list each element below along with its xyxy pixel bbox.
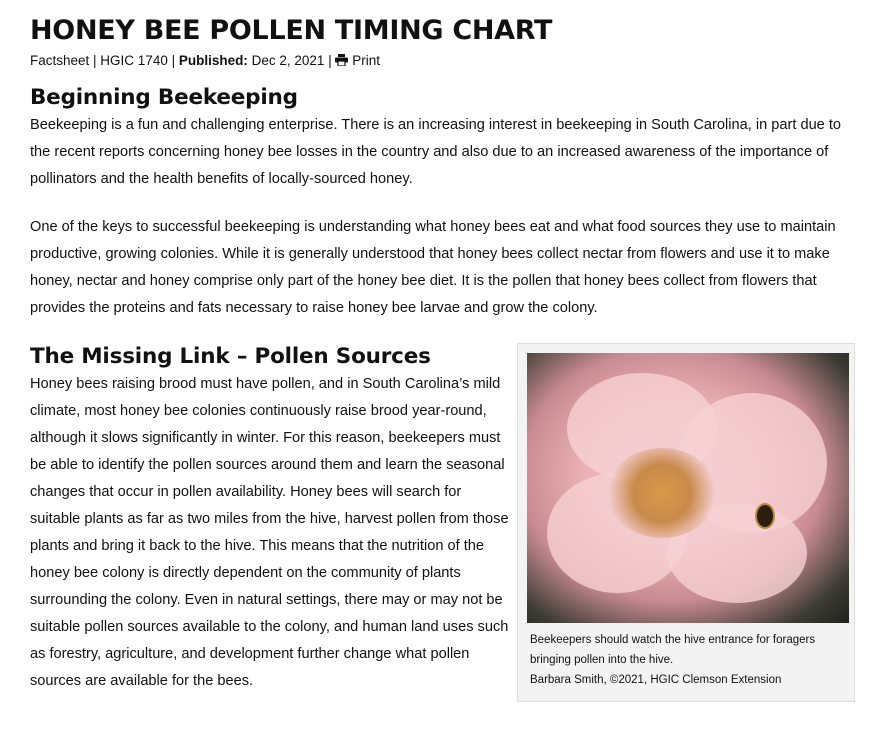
figure [517, 343, 855, 702]
printer-icon [335, 54, 348, 66]
doc-type: Factsheet [30, 53, 90, 68]
article-meta: Factsheet | HGIC 1740 | Published: Dec 2, 2021 | Print [30, 53, 380, 68]
paragraph: Beekeeping is a fun and challenging enterprise. There is an increasing interest in beekeeping in South Carolina, in part due to the recent reports concerning honey bee losses in the country and also due to an increased awareness of the importance of pollinators and the health benefits of locally-sourced honey. [30, 117, 842, 187]
page-title: HONEY BEE POLLEN TIMING CHART [30, 15, 553, 46]
figure-caption [530, 630, 850, 690]
published-date: Dec 2, 2021 [251, 53, 325, 68]
photo-credit: Barbara Smith, ©2021, HGIC Clemson Extension [530, 674, 782, 686]
section-pollen-sources [30, 343, 850, 695]
print-link[interactable] [335, 53, 380, 68]
print-label: Print [352, 53, 380, 68]
paragraph: Honey bees raising brood must have pollen, and in South Carolina’s mild climate, most honey bee colonies continuously raise brood year-round, although it slows significantly in winter. For this reason, beekeepers must be able to identify the pollen sources around them and learn the seasonal changes that occur in pollen availability. Honey bees will search for suitable plants as far as two miles from the hive, harvest pollen from those plants and bring it back to the hive. This means that the nutrition of the honey bee colony is directly dependent on the community of plants surrounding the colony. Even in natural settings, there may or may not be suitable pollen sources available to the colony, and human land uses such as forestry, agriculture, and development further change what pollen sources are available for the bees. [30, 376, 509, 689]
flower-photo [527, 353, 849, 623]
paragraph: One of the keys to successful beekeeping is understanding what honey bees eat and what food sources they use to maintain productive, growing colonies. While it is generally understood that honey bees collect nectar from flowers and use it to make honey, nectar and honey comprise only part of the honey bee diet. It is the pollen that honey bees collect from flowers that provides the proteins and fats necessary to raise honey bee larvae and grow the colony. [30, 219, 836, 316]
bee [755, 503, 775, 529]
published-label: Published: [178, 53, 248, 68]
section-heading: The Missing Link – Pollen Sources [30, 344, 431, 369]
caption-text: Beekeepers should watch the hive entrance for foragers bringing pollen into the hive. [530, 634, 816, 666]
article [30, 14, 850, 695]
section-heading: Beginning Beekeeping [30, 85, 298, 110]
doc-code: HGIC 1740 [100, 53, 168, 68]
